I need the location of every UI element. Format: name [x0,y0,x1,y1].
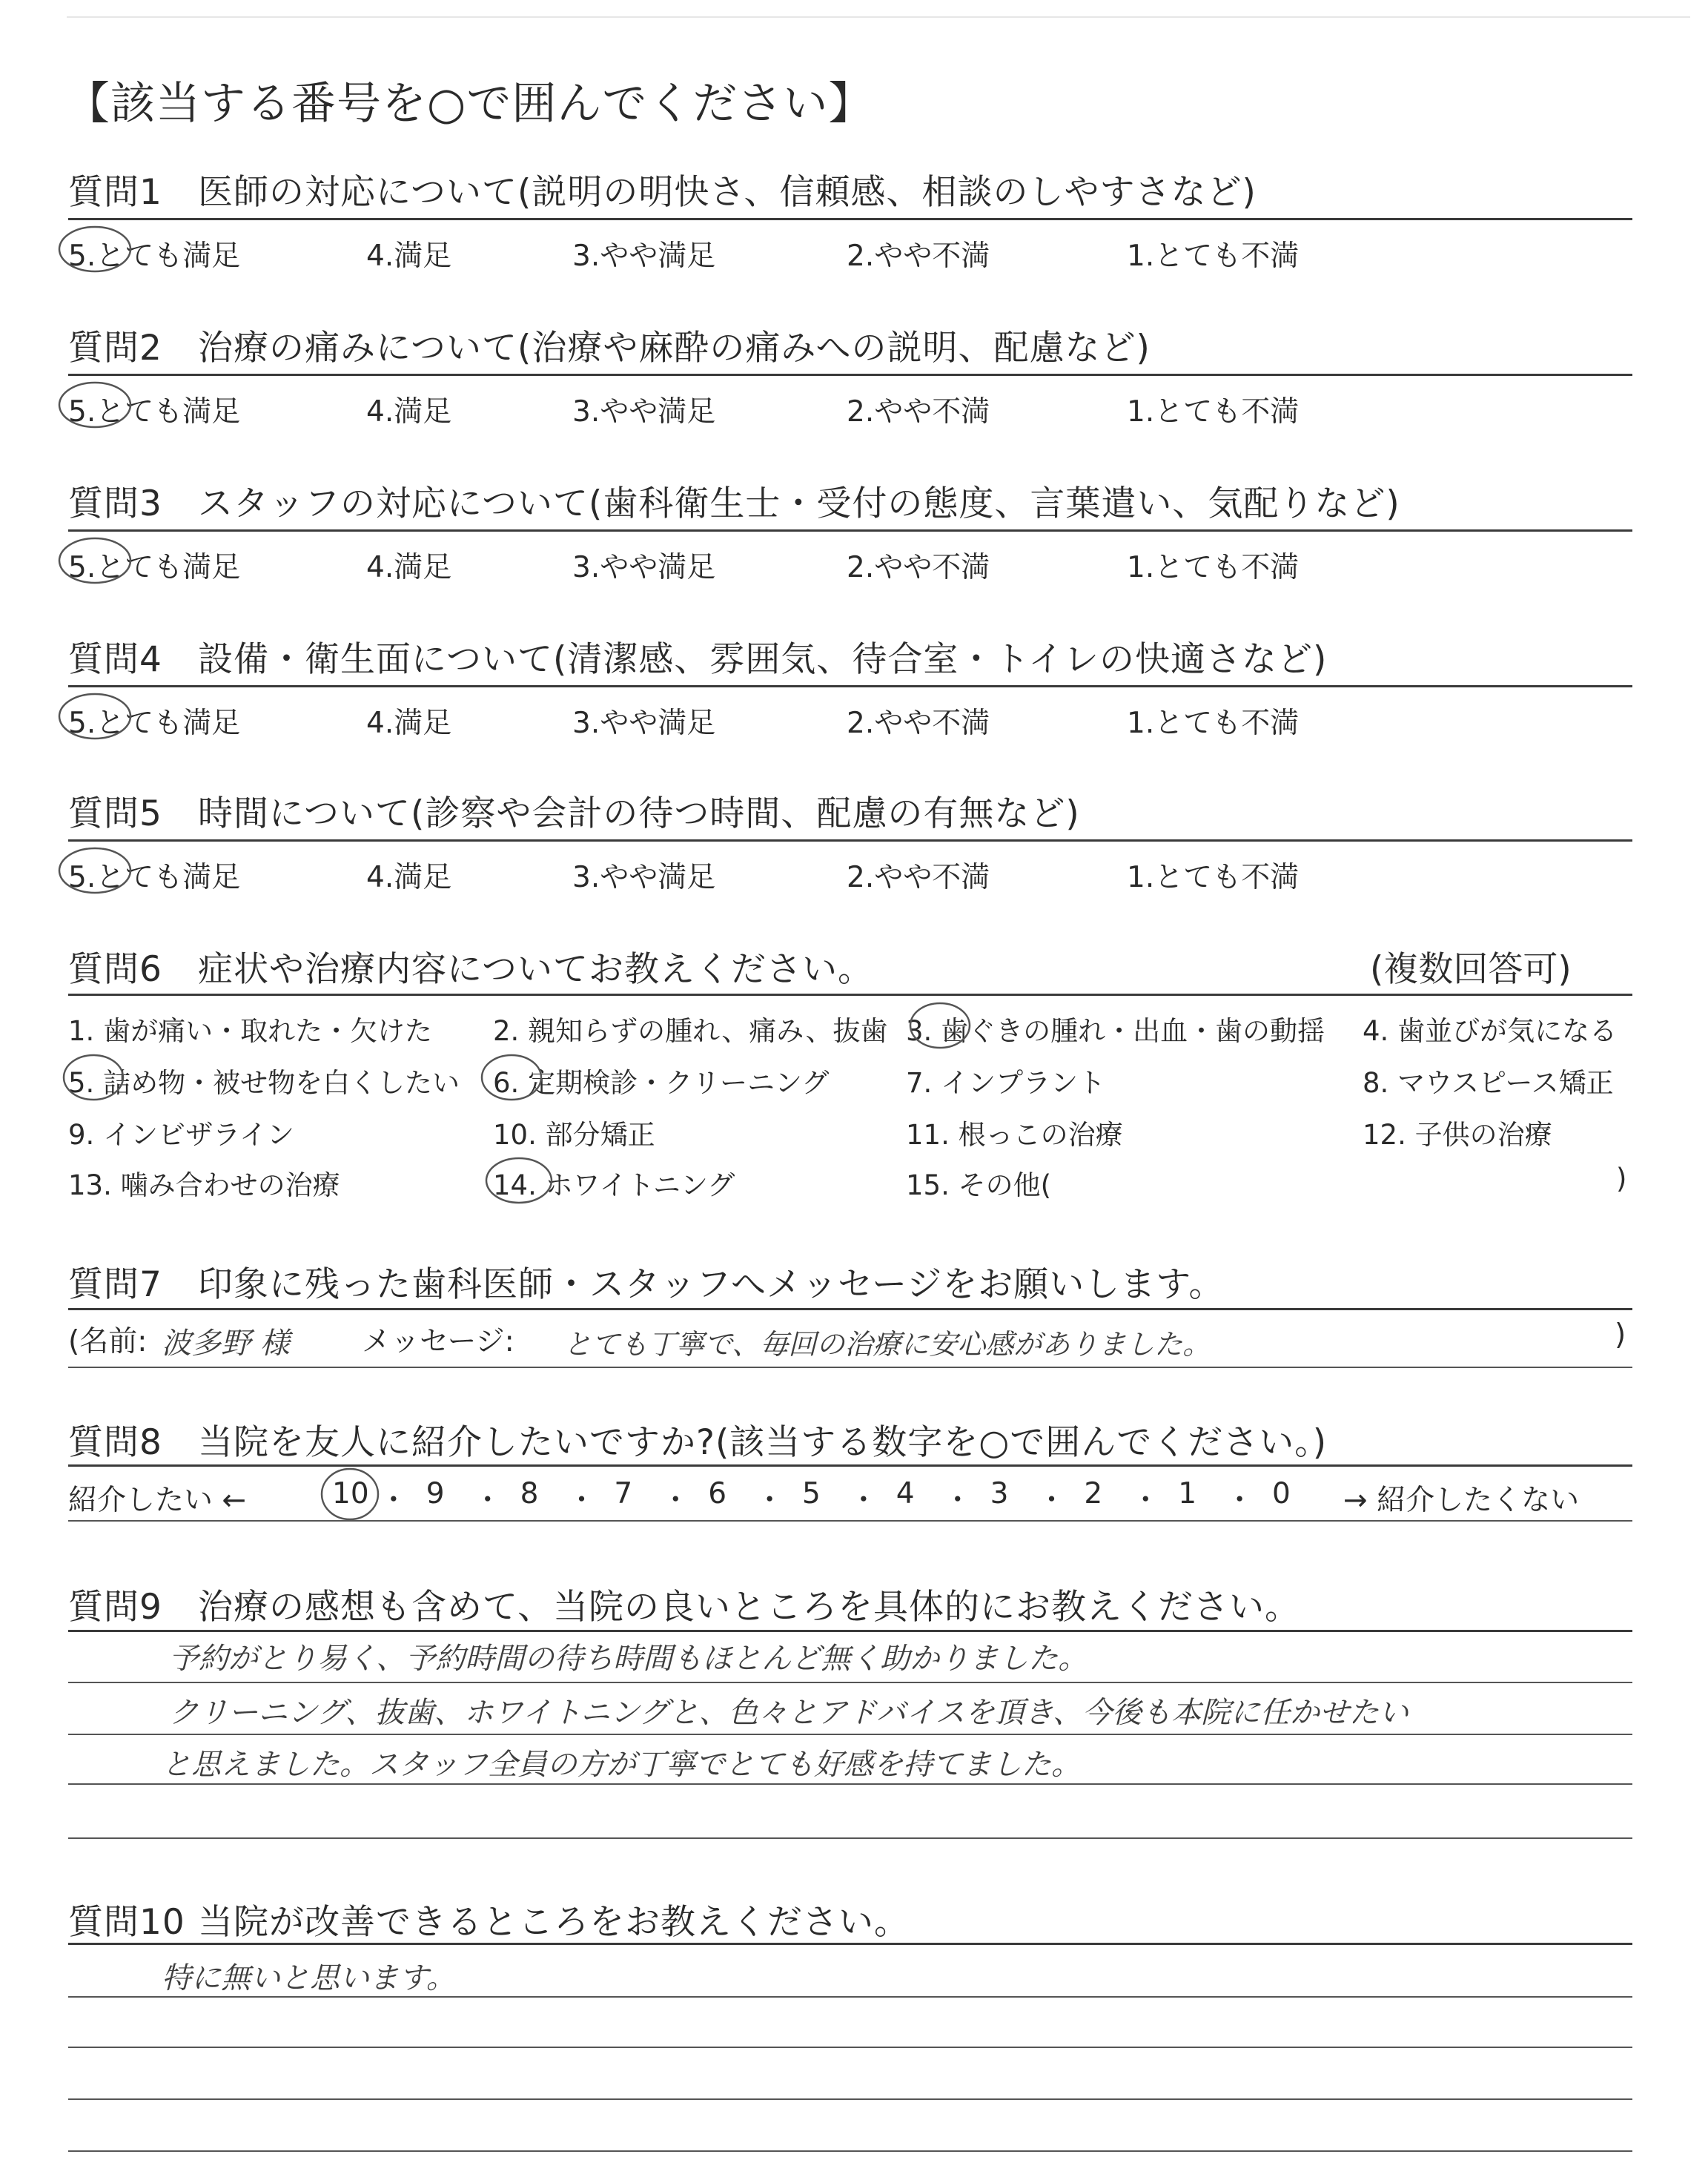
q8-scale-number[interactable]: 2 [1084,1477,1103,1510]
q6-heading [68,942,873,991]
q8-left-label: 紹介したい ← [68,1484,247,1517]
q3-rule [68,529,1632,532]
q7-underline [68,1367,1632,1368]
q5-rule [68,839,1632,842]
q10-line-1 [68,1996,1632,1998]
q8-scale-number[interactable]: 5 [802,1477,821,1510]
q1-rating-option[interactable]: 2.やや不満 [847,240,990,273]
q6-option[interactable]: 7. インプラント [906,1067,1106,1099]
q2-number: 質問2 [68,328,162,369]
q8-underline [68,1520,1632,1522]
q6-option[interactable]: 6. 定期検診・クリーニング [493,1067,830,1099]
q8-scale-number[interactable]: 1 [1178,1477,1197,1510]
q1-rating-option[interactable]: 3.やや満足 [572,240,716,273]
q10-number: 質問10 [68,1902,185,1943]
q6-option[interactable]: 15. その他( [906,1169,1052,1201]
q8-heading [68,1415,1327,1464]
q8-scale-dot: ・ [1037,1484,1067,1517]
page-title: 【該当する番号を○で囲んでください】 [65,78,874,130]
q9-answer-line-3: と思えました。スタッフ全員の方が丁寧でとても好感を持てました。 [162,1748,1081,1782]
q4-rating-option[interactable]: 5.とても満足 [68,707,241,740]
q8-scale-number[interactable]: 4 [896,1477,915,1510]
q2-rating-option[interactable]: 1.とても不満 [1127,395,1300,429]
q6-number: 質問6 [68,949,162,990]
q8-scale-number[interactable]: 6 [708,1477,727,1510]
q6-option[interactable]: 4. 歯並びが気になる [1363,1015,1618,1047]
q4-text: 設備・衛生面について(清潔感、雰囲気、待合室・トイレの快適さなど) [198,639,1328,680]
q2-rating-option[interactable]: 4.満足 [366,395,452,429]
q4-rating-option[interactable]: 2.やや不満 [847,707,990,740]
q4-rating-option[interactable]: 1.とても不満 [1127,707,1300,740]
q8-scale-number[interactable]: 0 [1272,1477,1291,1510]
q9-answer-line-1: 予約がとり易く、予約時間の待ち時間もほとんど無く助かりました。 [169,1642,1088,1676]
q10-rule [68,1943,1632,1945]
q5-number: 質問5 [68,793,162,834]
q6-option[interactable]: 1. 歯が痛い・取れた・欠けた [68,1015,433,1047]
q5-rating-option[interactable]: 3.やや満足 [572,861,716,894]
q8-rule [68,1464,1632,1467]
q8-scale-number[interactable]: 9 [426,1477,445,1510]
q8-scale-number[interactable]: 10 [332,1477,369,1510]
q8-scale-dot: ・ [755,1484,784,1517]
q5-heading [68,786,1080,836]
q2-rating-option[interactable]: 2.やや不満 [847,395,990,429]
q9-text: 治療の感想も含めて、当院の良いところを具体的にお教えください。 [198,1587,1301,1628]
q8-scale-dot: ・ [661,1484,690,1517]
q7-text: 印象に残った歯科医師・スタッフへメッセージをお願いします。 [198,1264,1225,1305]
q7-name-label: (名前: [68,1325,148,1358]
q7-number: 質問7 [68,1264,162,1305]
q10-line-4 [68,2150,1632,2152]
q9-line-1 [68,1682,1632,1683]
q7-heading [68,1257,1224,1307]
q2-rule [68,374,1632,376]
q1-rating-option[interactable]: 4.満足 [366,240,452,273]
q6-option[interactable]: 13. 噛み合わせの治療 [68,1169,340,1201]
q10-answer-line-1: 特に無いと思います。 [162,1961,456,1995]
top-border [67,16,1690,18]
q1-heading [68,165,1257,214]
q1-rule [68,218,1632,220]
q5-text: 時間について(診察や会計の待つ時間、配慮の有無など) [198,793,1080,834]
q8-scale-number[interactable]: 3 [990,1477,1009,1510]
q3-rating-option[interactable]: 3.やや満足 [572,551,716,584]
q6-option[interactable]: 10. 部分矯正 [493,1119,655,1151]
q5-rating-option[interactable]: 2.やや不満 [847,861,990,894]
q3-text: スタッフの対応について(歯科衛生士・受付の態度、言葉遣い、気配りなど) [198,483,1400,524]
q8-scale-dot: ・ [943,1484,973,1517]
q7-rule [68,1308,1632,1310]
q4-rating-option[interactable]: 4.満足 [366,707,452,740]
q8-number: 質問8 [68,1422,162,1463]
q3-number: 質問3 [68,483,162,524]
q2-text: 治療の痛みについて(治療や麻酔の痛みへの説明、配慮など) [198,328,1151,369]
q5-rating-option[interactable]: 5.とても満足 [68,861,241,894]
q8-scale-number[interactable]: 7 [614,1477,633,1510]
q6-option-close-paren: ) [1616,1163,1627,1195]
q6-option[interactable]: 5. 詰め物・被せ物を白くしたい [68,1067,460,1099]
q4-rating-option[interactable]: 3.やや満足 [572,707,716,740]
q9-heading [68,1579,1300,1629]
q8-scale-dot: ・ [1131,1484,1160,1517]
q6-option[interactable]: 2. 親知らずの腫れ、痛み、抜歯 [493,1015,888,1047]
q8-text: 当院を友人に紹介したいですか?(該当する数字を○で囲んでください。) [198,1422,1328,1463]
q10-text: 当院が改善できるところをお教えください。 [198,1902,910,1943]
q2-heading [68,320,1151,370]
q5-rating-option[interactable]: 1.とても不満 [1127,861,1300,894]
q9-line-3 [68,1783,1632,1785]
q1-rating-option[interactable]: 5.とても満足 [68,240,241,273]
q7-message-label: メッセージ: [362,1325,514,1358]
q6-note: (複数回答可) [1370,949,1572,990]
q9-line-4 [68,1837,1632,1839]
q10-line-3 [68,2098,1632,2100]
q4-number: 質問4 [68,639,162,680]
q6-option[interactable]: 3. 歯ぐきの腫れ・出血・歯の動揺 [906,1015,1325,1047]
q1-text: 医師の対応について(説明の明快さ、信頼感、相談のしやすさなど) [198,172,1257,213]
q3-heading [68,476,1400,526]
q4-rule [68,685,1632,687]
q8-scale-dot: ・ [379,1484,408,1517]
q9-line-2 [68,1734,1632,1735]
q6-option[interactable]: 9. インビザライン [68,1119,294,1151]
q5-rating-option[interactable]: 4.満足 [366,861,452,894]
q1-number: 質問1 [68,172,162,213]
q3-rating-option[interactable]: 2.やや不満 [847,551,990,584]
q8-scale-number[interactable]: 8 [520,1477,539,1510]
q6-option[interactable]: 14. ホワイトニング [493,1169,735,1201]
q8-scale-dot: ・ [1225,1484,1254,1517]
q10-line-2 [68,2047,1632,2048]
q6-text: 症状や治療内容についてお教えください。 [198,949,874,990]
q2-rating-option[interactable]: 3.やや満足 [572,395,716,429]
q4-heading [68,632,1327,681]
q7-name-value: 波多野 様 [162,1327,290,1361]
q6-option[interactable]: 11. 根っこの治療 [906,1119,1123,1151]
q6-option[interactable]: 12. 子供の治療 [1363,1119,1552,1151]
q3-rating-option[interactable]: 5.とても満足 [68,551,241,584]
q8-right-label: → 紹介したくない [1343,1484,1580,1517]
q7-close-paren: ) [1615,1318,1626,1352]
q9-answer-line-2: クリーニング、抜歯、ホワイトニングと、色々とアドバイスを頂き、今後も本院に任かせたい [169,1696,1409,1730]
q8-scale-dot: ・ [473,1484,503,1517]
q6-rule [68,994,1632,996]
q7-message-value: とても丁寧で、毎回の治療に安心感がありました。 [563,1328,1211,1361]
q3-rating-option[interactable]: 4.満足 [366,551,452,584]
q9-number: 質問9 [68,1587,162,1628]
q6-option[interactable]: 8. マウスピース矯正 [1363,1067,1614,1099]
q9-rule [68,1630,1632,1632]
q1-rating-option[interactable]: 1.とても不満 [1127,240,1300,273]
q8-scale-dot: ・ [849,1484,878,1517]
q2-rating-option[interactable]: 5.とても満足 [68,395,241,429]
q8-scale-dot: ・ [567,1484,597,1517]
q3-rating-option[interactable]: 1.とても不満 [1127,551,1300,584]
q10-heading [68,1895,910,1944]
